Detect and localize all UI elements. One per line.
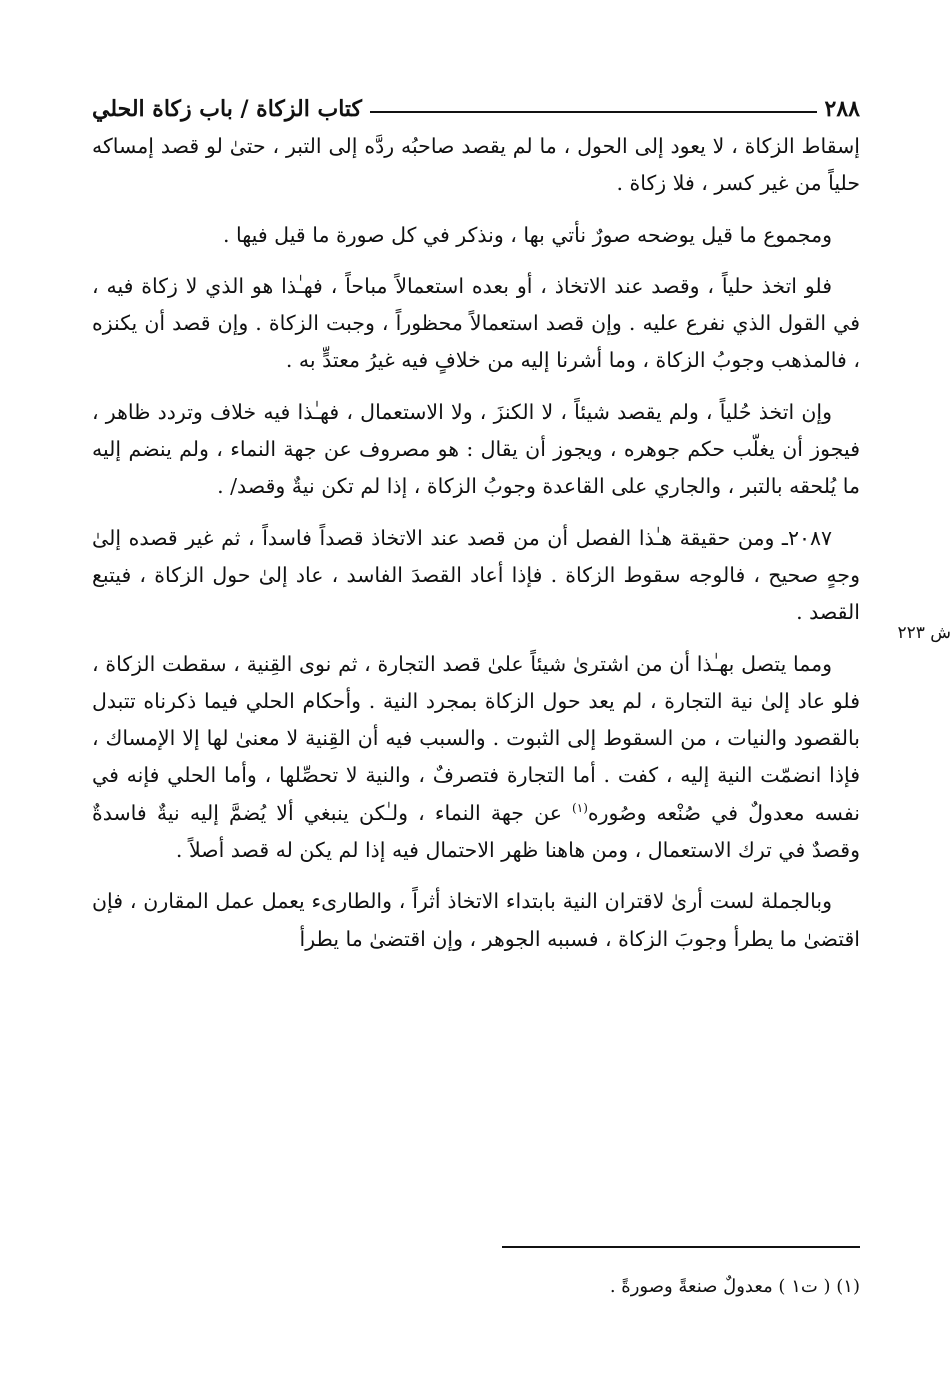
paragraph-7: وبالجملة لست أرىٰ لاقتران النية بابتداء الاتخاذ أثراً ، والطارىء يعمل عمل المقارن ، فإن اقتضىٰ ما يطرأ وجوبَ الزكاة ، فسببه الجوهر ، وإن اقتضىٰ ما يطرأ xyxy=(92,889,860,951)
paragraph-2: ومجموع ما قيل يوضحه صورٌ نأتي بها ، ونذكر في كل صورة ما قيل فيها . xyxy=(222,222,832,247)
paragraph-6-tail: عن جهة النماء ، ولـٰكن ينبغي ألا يُضمَّ إليه نيةٌ فاسدةٌ وقصدٌ في ترك الاستعمال ، ومن هاهنا ظهر الاحتمال فيه إذا لم يكن له قصد أصلاً . xyxy=(92,800,860,863)
page-number: ٢٨٨ xyxy=(824,96,860,122)
header-title: كتاب الزكاة / باب زكاة الحلي xyxy=(92,96,363,122)
footnote-marker: (١) xyxy=(572,800,588,815)
header-rule xyxy=(370,111,817,113)
footnote-rule xyxy=(502,1246,860,1248)
footnote: (١) ( ت١ ) معدولٌ صنعةً وصورةً . xyxy=(609,1276,860,1297)
margin-note: ش ٢٢٣ xyxy=(897,623,951,643)
paragraph-5: ٢٠٨٧ـ ومن حقيقة هـٰذا الفصل أن من قصد عند الاتخاذ قصداً فاسداً ، ثم غير قصده إلىٰ وجهٍ صحيح ، فالوجه سقوط الزكاة . فإذا أعاد القصدَ الفاسد ، عاد إلىٰ حول الزكاة ، فيتبع القصد . xyxy=(92,525,860,625)
page-header xyxy=(92,82,860,122)
paragraph-6-text: ومما يتصل بهـٰذا أن من اشترىٰ شيئاً علىٰ قصد التجارة ، ثم نوى القِنية ، سقطت الزكاة ، فلو عاد إلىٰ نية التجارة ، لم يعد حول الزكاة بمجرد النية . وأحكام الحلي فيما ذكرناه تتبدل بالقصود والنيات ، من السقوط إلى الثبوت . والسبب فيه أن القِنية لا معنىٰ لها إلا الإمساك ، فإذا انضمّت النية إليه ، كفت . أما التجارة فتصرفٌ ، والنية لا تحصِّلها ، وأما الحلي فإنه في نفسه معدولٌ في صُنْعه وصُوره xyxy=(92,651,860,825)
body-text xyxy=(92,128,860,958)
paragraph-1: إسقاط الزكاة ، لا يعود إلى الحول ، ما لم يقصد صاحبُه ردَّه إلى التبر ، حتىٰ لو قصد إمساكه حلياً من غير كسر ، فلا زكاة . xyxy=(92,134,860,196)
paragraph-6 xyxy=(92,646,860,870)
paragraph-4: وإن اتخذ حُلياً ، ولم يقصد شيئاً ، لا الكنزَ ، ولا الاستعمال ، فهـٰذا فيه خلاف وتردد ظاهر ، فيجوز أن يغلّب حكم جوهره ، ويجوز أن يقال : هو مصروف عن جهة النماء ، ولم ينضم إليه ما يُلحقه بالتبر ، والجاري على القاعدة وجوبُ الزكاة ، إذا لم تكن نيةٌ وقصد/ . xyxy=(92,399,860,499)
paragraph-3: فلو اتخذ حلياً ، وقصد عند الاتخاذ ، أو بعده استعمالاً مباحاً ، فهـٰذا هو الذي لا زكاة فيه ، في القول الذي نفرع عليه . وإن قصد استعمالاً محظوراً ، وجبت الزكاة . وإن قصد أن يكنزه ، فالمذهب وجوبُ الزكاة ، وما أشرنا إليه من خلافٍ فيه غيرُ معتدٍّ به . xyxy=(92,273,861,373)
